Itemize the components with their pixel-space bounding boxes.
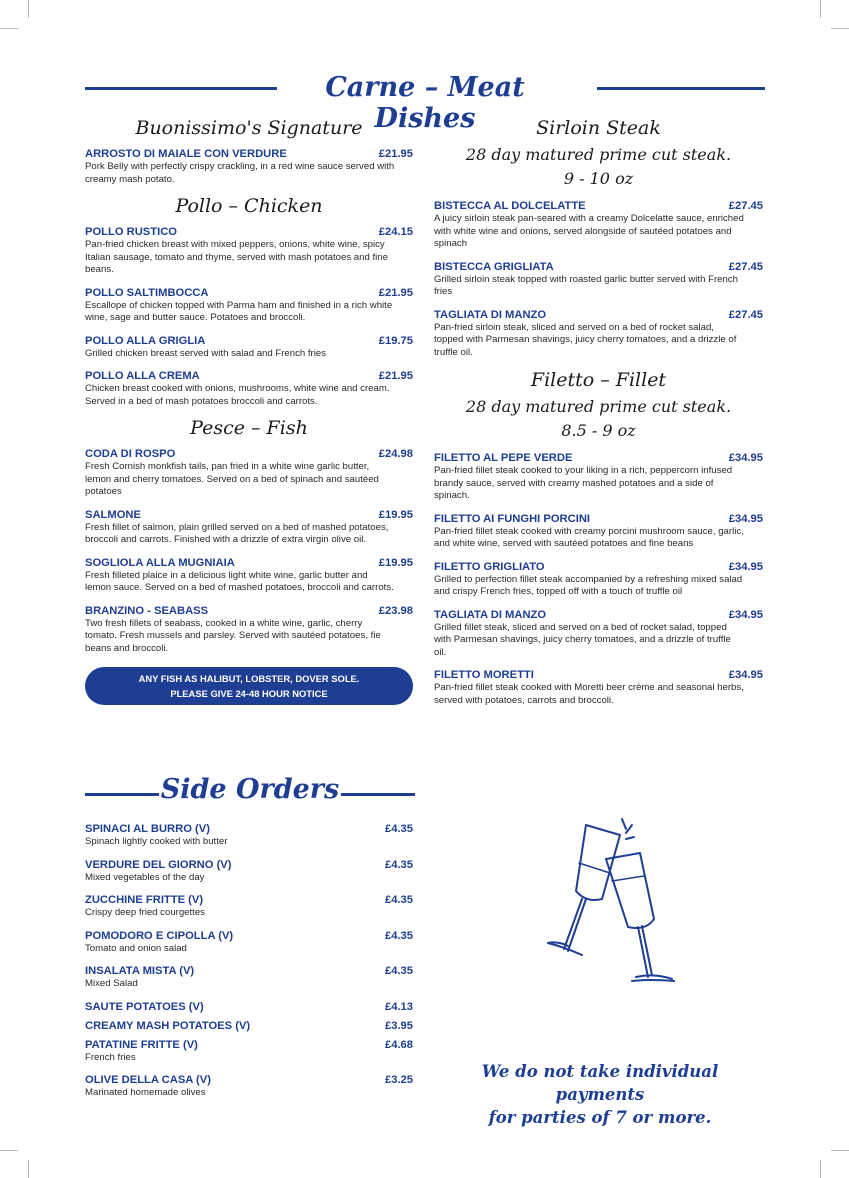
- sides-title: Side Orders: [160, 774, 340, 805]
- menu-item: [85, 893, 413, 920]
- menu-item: [434, 512, 763, 551]
- fillet-weight: 8.5 - 9 oz: [561, 421, 636, 440]
- menu-item-description: Mixed Salad: [85, 978, 138, 989]
- menu-item-header: [85, 929, 413, 943]
- menu-item: [85, 225, 413, 277]
- menu-item-price: £27.45: [728, 200, 763, 212]
- menu-item-description: Grilled fillet steak, sliced and served on a bed of rocket salad, topped with Parmesan shavings, juicy cherry tomatoes, and a drizzle of truffle oil.: [434, 621, 731, 658]
- fillet-list: [434, 451, 763, 707]
- sirloin-subtitle-line-1: 28 day matured prime cut steak.: [465, 145, 732, 164]
- menu-item-name: VERDURE DEL GIORNO (V): [85, 858, 232, 871]
- crop-mark: [28, 0, 29, 18]
- fish-notice-badge: [85, 667, 413, 705]
- menu-item-name: FILETTO AL PEPE VERDE: [434, 452, 573, 464]
- menu-item-description: Crispy deep fried courgettes: [85, 907, 205, 918]
- menu-item-header: [85, 858, 413, 872]
- sirloin-weight: 9 - 10 oz: [563, 169, 634, 188]
- menu-item-price: £23.98: [378, 604, 413, 617]
- menu-item-name: CREAMY MASH POTATOES (V): [85, 1019, 251, 1032]
- menu-item-price: £19.95: [378, 556, 413, 569]
- menu-item-name: FILETTO GRIGLIATO: [434, 560, 545, 573]
- menu-item-description: Fresh Cornish monkfish tails, pan fried in a white wine garlic butter, lemon and cherry tomatoes. Served on a bed of spinach and sautéed potatoes: [85, 461, 379, 497]
- menu-item-header: [85, 556, 413, 570]
- payment-note-line-2: for parties of 7 or more.: [488, 1108, 712, 1127]
- menu-item-description: Two fresh fillets of seabass, cooked in a white wine, garlic, cherry tomato. Fresh mussels and parsley. Served with sautéed potatoes, fie beans and broccoli.: [85, 617, 381, 654]
- crop-mark: [0, 28, 18, 29]
- section-title-chicken: Pollo – Chicken: [175, 195, 323, 217]
- sides-rule-left: [85, 793, 159, 796]
- menu-item-header: [434, 608, 763, 622]
- menu-item: [85, 556, 413, 595]
- menu-item: [85, 447, 413, 499]
- fish-notice-line-2: PLEASE GIVE 24-48 HOUR NOTICE: [170, 688, 328, 699]
- crop-mark: [0, 1150, 18, 1151]
- section-title-sirloin: Sirloin Steak: [536, 117, 661, 139]
- menu-item-name: ZUCCHINE FRITTE (V): [85, 894, 204, 906]
- menu-item-name: INSALATA MISTA (V): [85, 965, 195, 977]
- menu-item-description: Grilled chicken breast served with salad and French fries: [85, 347, 327, 359]
- menu-item-price: £21.95: [378, 286, 413, 299]
- menu-item: [85, 858, 413, 885]
- menu-item-price: £34.95: [728, 560, 763, 573]
- sirloin-list: [434, 199, 763, 359]
- menu-item-price: £4.35: [385, 858, 413, 871]
- menu-item-description: Spinach lightly cooked with butter: [85, 836, 228, 847]
- menu-item-description: A juicy sirloin steak pan-seared with a creamy Dolcelatte sauce, enriched with white wine and onions, served alongside of sautéed potatoes and spinach: [434, 213, 744, 249]
- menu-item-header: [434, 451, 763, 465]
- chicken-list: [85, 225, 413, 408]
- menu-item-name: PATATINE FRITTE (V): [85, 1038, 198, 1051]
- page-title: Carne – Meat Dishes: [325, 72, 525, 134]
- menu-item: [85, 147, 413, 186]
- menu-item: [434, 199, 763, 251]
- menu-item-header: [434, 512, 763, 526]
- menu-item-price: £34.95: [728, 669, 763, 681]
- menu-item-name: SPINACI AL BURRO (V): [85, 823, 210, 835]
- crop-mark: [831, 1150, 849, 1151]
- menu-item: [85, 1038, 413, 1065]
- menu-item-price: £27.45: [728, 260, 763, 273]
- menu-item-description: Pan-fried fillet steak cooked with Moretti beer crème and seasonal herbs, served with potatoes, carrots and broccoli.: [434, 682, 744, 706]
- menu-item: [85, 1000, 413, 1014]
- menu-item: [85, 1073, 413, 1100]
- menu-item-price: £4.35: [385, 965, 413, 977]
- champagne-glasses-icon: [528, 815, 678, 987]
- fillet-subtitle-line-1: 28 day matured prime cut steak.: [465, 397, 732, 416]
- menu-item-name: BRANZINO - SEABASS: [85, 604, 209, 617]
- menu-item: [85, 369, 413, 408]
- title-rule-left: [85, 87, 277, 90]
- menu-item-price: £34.95: [728, 452, 763, 464]
- crop-mark: [28, 1160, 29, 1178]
- menu-item: [434, 608, 763, 660]
- sirloin-subtitle: [434, 143, 763, 191]
- menu-item: [85, 822, 413, 849]
- menu-item-price: £3.95: [385, 1019, 413, 1032]
- menu-item-name: ARROSTO DI MAIALE CON VERDURE: [85, 148, 287, 160]
- menu-item-header: [85, 822, 413, 836]
- menu-item-header: [85, 447, 413, 461]
- menu-item-price: £19.75: [378, 334, 413, 347]
- menu-item-header: [85, 225, 413, 239]
- menu-item-name: FILETTO MORETTI: [434, 669, 534, 681]
- menu-item-price: £24.98: [378, 448, 413, 460]
- menu-item-name: SALMONE: [85, 508, 141, 521]
- menu-item-description: Escallope of chicken topped with Parma ham and finished in a rich white wine, sage and butter sauce. Potatoes and broccoli.: [85, 299, 393, 323]
- payment-note-line-1: We do not take individual payments: [481, 1062, 719, 1104]
- menu-item-description: Chicken breast cooked with onions, mushrooms, white wine and cream. Served in a bed of mash potatoes broccoli and carrots.: [85, 383, 390, 407]
- menu-item-header: [434, 308, 763, 322]
- menu-item-header: [85, 508, 413, 522]
- menu-item-name: SOGLIOLA ALLA MUGNIAIA: [85, 556, 235, 569]
- menu-item-name: BISTECCA GRIGLIATA: [434, 260, 554, 273]
- menu-item: [434, 308, 763, 360]
- section-title-signature: Buonissimo's Signature: [135, 117, 363, 139]
- menu-item-description: Pan-fried fillet steak cooked to your liking in a rich, peppercorn infused brandy sauce, served with creamy mashed potatoes and a side of spinach.: [434, 465, 733, 501]
- menu-item-header: [85, 1073, 413, 1087]
- menu-item-header: [85, 964, 413, 978]
- sides-list: [85, 822, 413, 1100]
- crop-mark: [820, 1160, 821, 1178]
- menu-item-name: BISTECCA AL DOLCELATTE: [434, 200, 586, 212]
- menu-item-name: FILETTO AI FUNGHI PORCINI: [434, 512, 591, 525]
- menu-item-header: [85, 147, 413, 161]
- fish-list: [85, 447, 413, 655]
- menu-item-description: Fresh fillet of salmon, plain grilled served on a bed of mashed potatoes, broccoli and carrots. Finished with a drizzle of extra virgin olive oil.: [85, 521, 389, 545]
- menu-item: [85, 334, 413, 361]
- menu-item-price: £4.35: [385, 929, 413, 942]
- menu-item-name: TAGLIATA DI MANZO: [434, 308, 547, 321]
- menu-item-name: TAGLIATA DI MANZO: [434, 608, 547, 621]
- menu-item-price: £19.95: [378, 508, 413, 521]
- right-column: [434, 117, 763, 716]
- menu-item: [85, 1019, 413, 1033]
- menu-item: [85, 604, 413, 656]
- menu-item-price: £27.45: [728, 308, 763, 321]
- section-title-fish: Pesce – Fish: [190, 417, 308, 439]
- menu-item-header: [85, 1019, 413, 1033]
- menu-item-header: [434, 560, 763, 574]
- menu-item: [434, 451, 763, 503]
- menu-item-price: £4.68: [385, 1038, 413, 1051]
- menu-item-header: [85, 369, 413, 383]
- menu-item-name: POLLO RUSTICO: [85, 226, 177, 238]
- menu-item-description: French fries: [85, 1051, 136, 1063]
- menu-item-header: [85, 334, 413, 348]
- title-rule-right: [597, 87, 765, 90]
- menu-item-description: Fresh filleted plaice in a delicious light white wine, garlic butter and lemon sauce. Served on a bed of mashed potatoes, broccoli and carrots.: [85, 569, 394, 593]
- menu-item-header: [434, 260, 763, 274]
- menu-item: [434, 260, 763, 299]
- menu-item-description: Pan-fried fillet steak cooked with creamy porcini mushroom sauce, garlic, and white wine, served with sautéed potatoes and fine beans: [434, 525, 744, 549]
- menu-item-header: [434, 668, 763, 682]
- menu-item-description: Marinated homemade olives: [85, 1087, 206, 1098]
- menu-item-name: POMODORO E CIPOLLA (V): [85, 929, 234, 942]
- menu-item: [85, 964, 413, 991]
- menu-item-header: [85, 286, 413, 300]
- menu-item: [85, 286, 413, 325]
- menu-item: [85, 508, 413, 547]
- fish-notice-line-1: ANY FISH AS HALIBUT, LOBSTER, DOVER SOLE.: [138, 673, 360, 684]
- menu-item-name: CODA DI ROSPO: [85, 448, 176, 460]
- payment-note: [440, 1060, 760, 1129]
- menu-item: [434, 560, 763, 599]
- menu-item: [434, 668, 763, 707]
- sides-rule-right: [341, 793, 415, 796]
- menu-item-description: Pan-fried sirloin steak, sliced and served on a bed of rocket salad, topped with Parmesan shavings, juicy cherry tomatoes, and a drizzle of truffle oil.: [434, 321, 737, 358]
- menu-item-description: Grilled to perfection fillet steak accompanied by a refreshing mixed salad and crispy French fries, topped off with a touch of truffle oil: [434, 573, 743, 597]
- menu-item-price: £21.95: [378, 370, 413, 382]
- menu-item-name: POLLO ALLA GRIGLIA: [85, 334, 206, 347]
- menu-item-name: OLIVE DELLA CASA (V): [85, 1074, 211, 1086]
- crop-mark: [831, 28, 849, 29]
- fillet-subtitle: [434, 395, 763, 443]
- menu-item-description: Mixed vegetables of the day: [85, 871, 205, 883]
- menu-item-header: [85, 604, 413, 618]
- menu-item-header: [85, 1000, 413, 1014]
- menu-item-description: Pan-fried chicken breast with mixed peppers, onions, white wine, spicy Italian sausage, tomato and thyme, served with mash potatoes and fine beans.: [85, 239, 388, 275]
- menu-item-header: [85, 1038, 413, 1052]
- menu-item-name: SAUTE POTATOES (V): [85, 1000, 204, 1013]
- sides-column: [85, 822, 413, 1109]
- signature-list: [85, 147, 413, 186]
- menu-item-name: POLLO ALLA CREMA: [85, 370, 200, 382]
- menu-item-header: [434, 199, 763, 213]
- menu-item-price: £34.95: [728, 608, 763, 621]
- crop-mark: [820, 0, 821, 18]
- menu-item-description: Grilled sirloin steak topped with roasted garlic butter served with French fries: [434, 273, 738, 297]
- menu-item-header: [85, 893, 413, 907]
- menu-item-description: Pork Belly with perfectly crispy crackling, in a red wine sauce served with creamy mash potato.: [85, 161, 395, 185]
- section-title-fillet: Filetto – Fillet: [530, 369, 667, 391]
- menu-item-price: £3.25: [385, 1074, 413, 1086]
- menu-item-price: £4.35: [385, 894, 413, 906]
- menu-item-price: £4.13: [385, 1000, 413, 1013]
- left-column: [85, 117, 413, 705]
- menu-item: [85, 929, 413, 956]
- menu-item-name: POLLO SALTIMBOCCA: [85, 286, 209, 299]
- menu-item-price: £24.15: [378, 226, 413, 238]
- menu-item-price: £4.35: [385, 823, 413, 835]
- menu-item-description: Tomato and onion salad: [85, 942, 187, 954]
- menu-item-price: £21.95: [378, 148, 413, 160]
- menu-item-price: £34.95: [728, 512, 763, 525]
